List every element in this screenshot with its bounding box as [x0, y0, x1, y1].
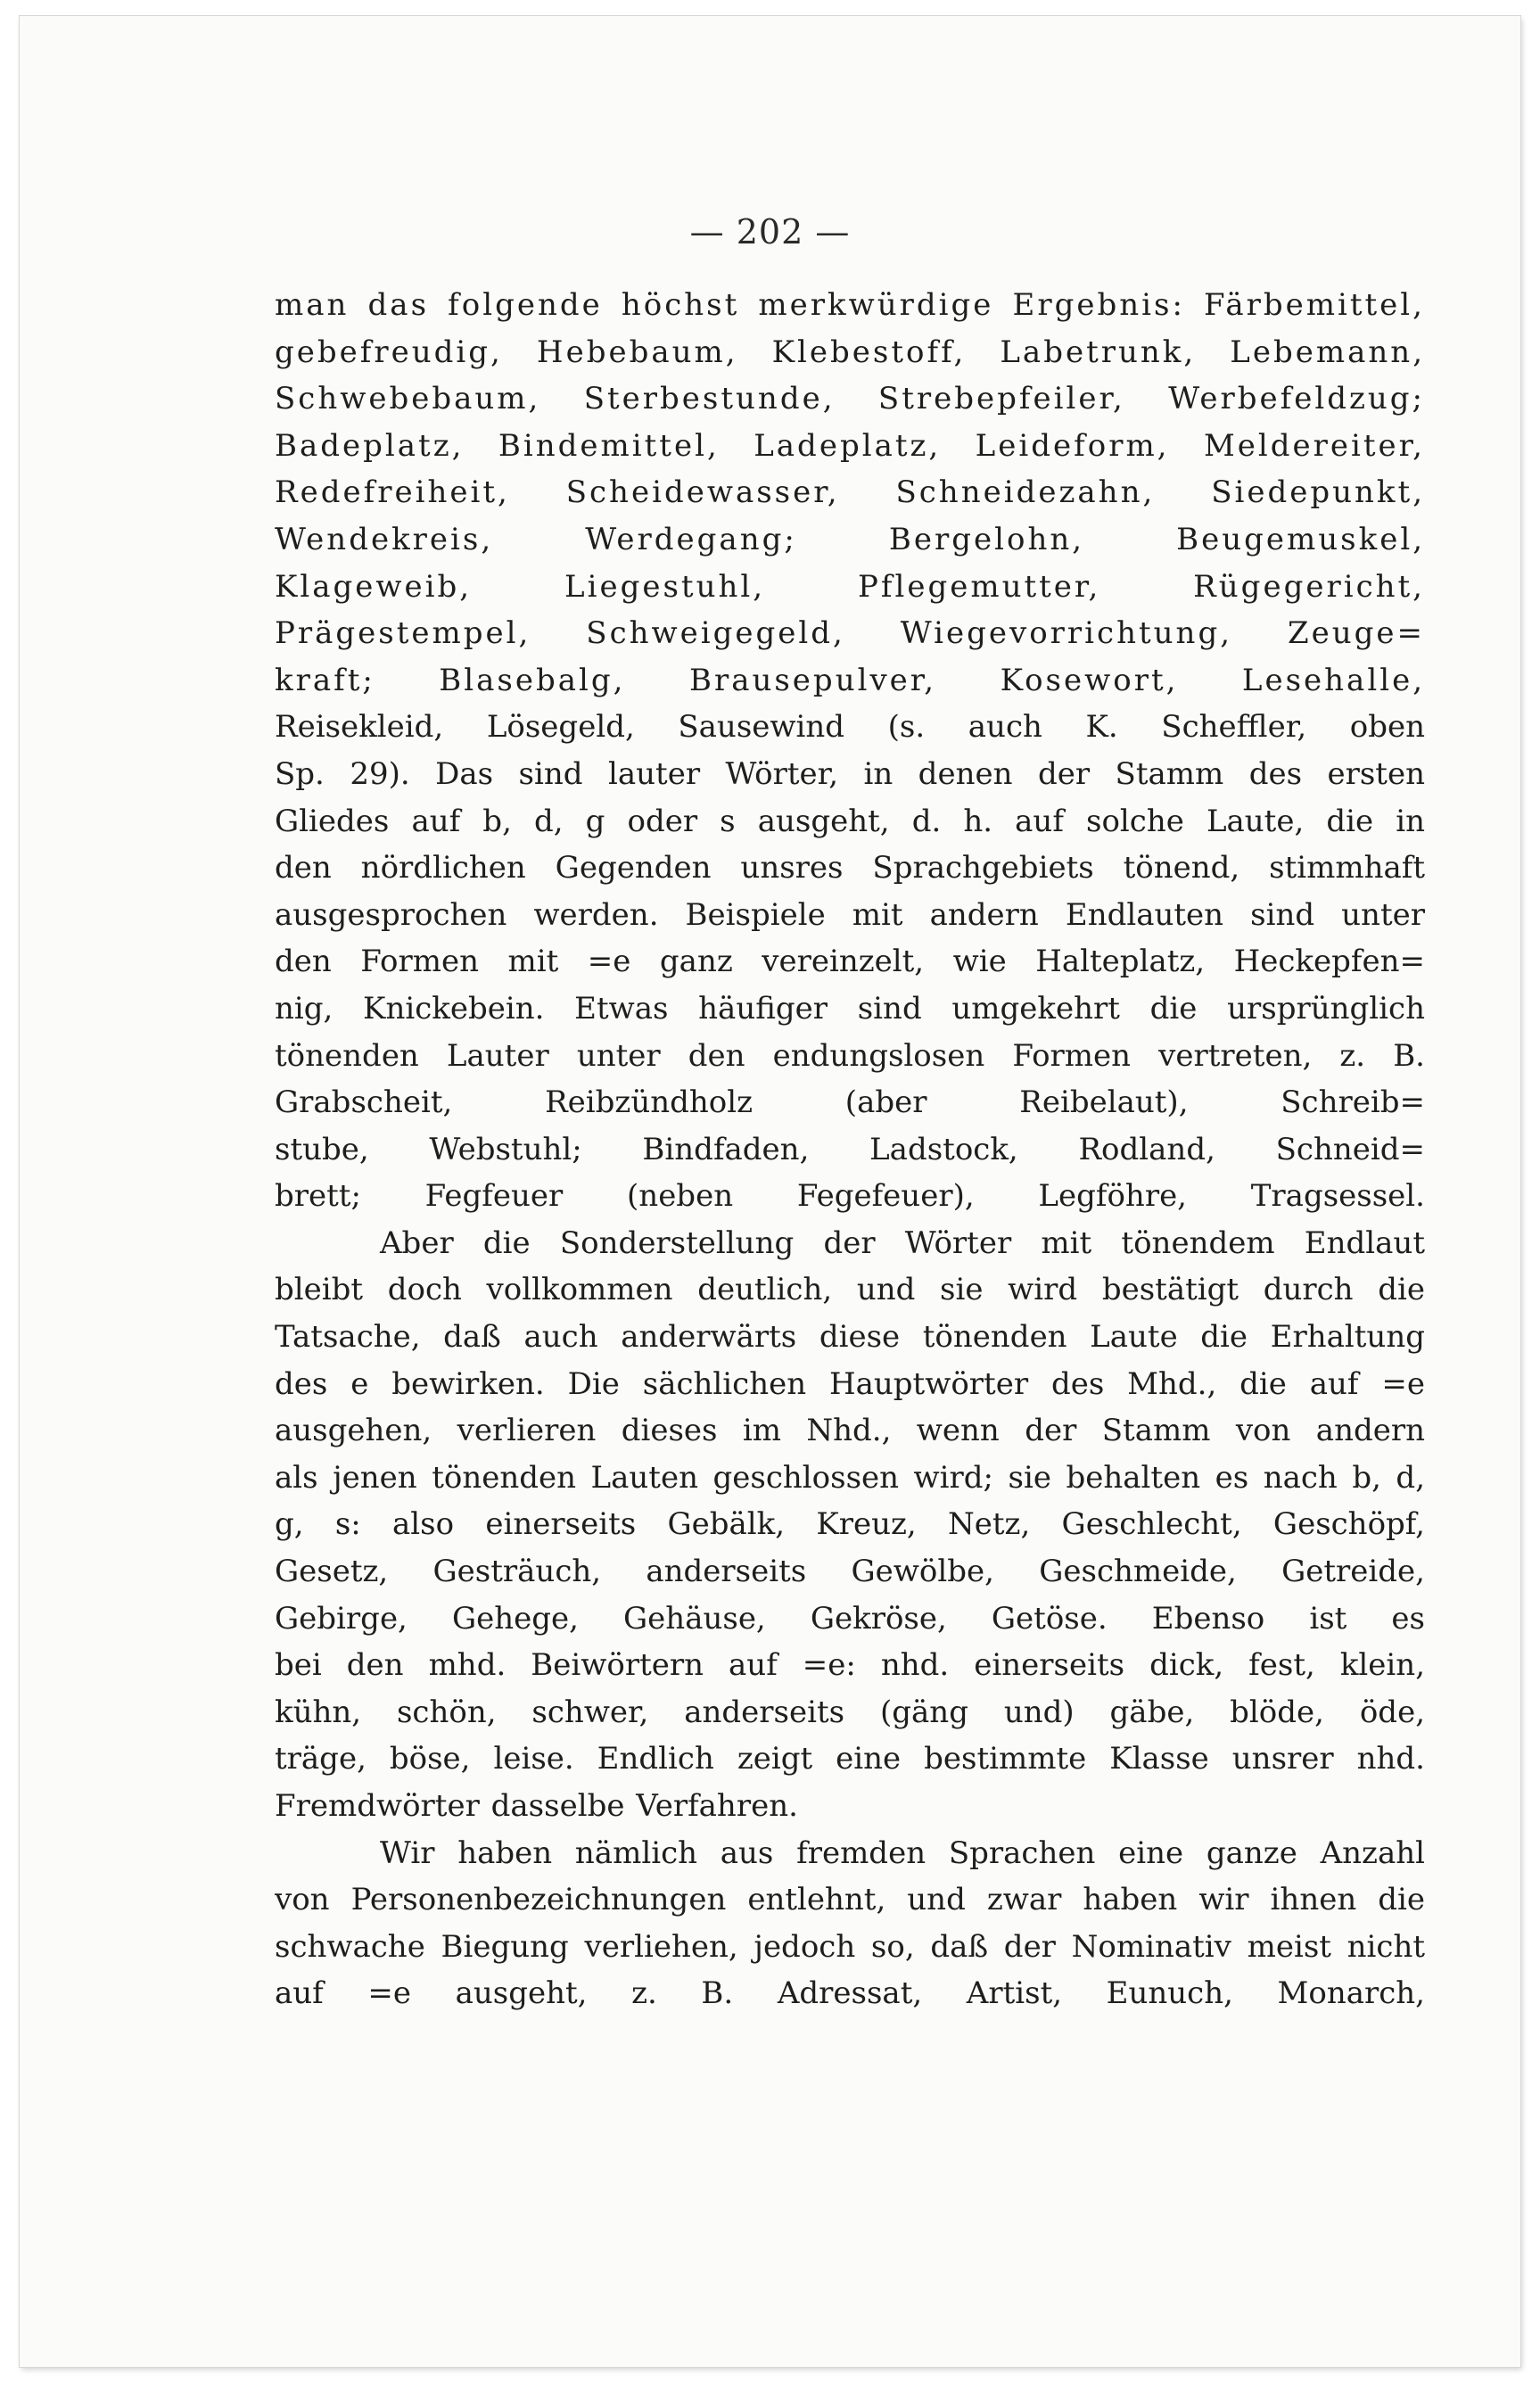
text-line: g, s: also einerseits Gebälk, Kreuz, Netz, Geschlecht, Geschöpf, — [275, 1506, 1425, 1543]
text-line: Tatsache, daß auch anderwärts diese tönenden Laute die Erhaltung — [275, 1319, 1425, 1356]
text-line: Grabscheit, Reibzündholz (aber Reibelaut), Schreib= — [275, 1084, 1425, 1121]
text-line: Reisekleid, Lösegeld, Sausewind (s. auch K. Scheffler, oben — [275, 709, 1425, 746]
text-line: ausgehen, verlieren dieses im Nhd., wenn der Stamm von andern — [275, 1413, 1425, 1449]
text-line: tönenden Lauter unter den endungslosen Formen vertreten, z. B. — [275, 1037, 1425, 1074]
text-line: des e bewirken. Die sächlichen Hauptwörter des Mhd., die auf =e — [275, 1365, 1425, 1402]
paragraph-3 — [275, 1830, 1425, 2017]
text-line: Gesetz, Gesträuch, anderseits Gewölbe, Geschmeide, Getreide, — [275, 1554, 1425, 1590]
text-line: Aber die Sonderstellung der Wörter mit tönendem Endlaut — [380, 1224, 1425, 1261]
text-line: Prägestempel, Schweigegeld, Wiegevorrichtung, Zeuge= — [275, 615, 1425, 652]
paragraph-1 — [275, 282, 1425, 1220]
text-line: Redefreiheit, Scheidewasser, Schneidezahn, Siedepunkt, — [275, 474, 1425, 511]
text-line: ausgesprochen werden. Beispiele mit andern Endlauten sind unter — [275, 896, 1425, 933]
paragraph-2 — [275, 1220, 1425, 1830]
text-line: brett; Fegfeuer (neben Fegefeuer), Legföhre, Tragsessel. — [275, 1178, 1425, 1215]
text-line: Fremdwörter dasselbe Verfahren. — [275, 1788, 798, 1824]
text-line: Wir haben nämlich aus fremden Sprachen eine ganze Anzahl — [380, 1835, 1425, 1871]
text-line: schwache Biegung verliehen, jedoch so, daß der Nominativ meist nicht — [275, 1928, 1425, 1965]
text-line: Sp. 29). Das sind lauter Wörter, in denen der Stamm des ersten — [275, 755, 1425, 792]
text-line: von Personenbezeichnungen entlehnt, und zwar haben wir ihnen die — [275, 1882, 1425, 1918]
text-line: nig, Knickebein. Etwas häufiger sind umgekehrt die ursprünglich — [275, 990, 1425, 1027]
text-line: Wendekreis, Werdegang; Bergelohn, Beugemuskel, — [275, 521, 1425, 557]
text-line: auf =e ausgeht, z. B. Adressat, Artist, Eunuch, Monarch, — [275, 1975, 1425, 2012]
text-line: Badeplatz, Bindemittel, Ladeplatz, Leideform, Meldereiter, — [275, 427, 1425, 464]
text-line: bleibt doch vollkommen deutlich, und sie wird bestätigt durch die — [275, 1272, 1425, 1308]
text-line: gebefreudig, Hebebaum, Klebestoff, Labetrunk, Lebemann, — [275, 334, 1425, 370]
text-line: den nördlichen Gegenden unsres Sprachgebiets tönend, stimmhaft — [275, 850, 1425, 886]
text-line: Gebirge, Gehege, Gehäuse, Gekröse, Getöse. Ebenso ist es — [275, 1600, 1425, 1637]
text-line: stube, Webstuhl; Bindfaden, Ladstock, Rodland, Schneid= — [275, 1131, 1425, 1167]
text-line: kraft; Blasebalg, Brausepulver, Kosewort, Lesehalle, — [275, 662, 1425, 698]
body-text — [275, 282, 1425, 2017]
text-line: Gliedes auf b, d, g oder s ausgeht, d. h. auf solche Laute, die in — [275, 803, 1425, 839]
text-line: Schwebebaum, Sterbestunde, Strebepfeiler, Werbefeldzug; — [275, 381, 1425, 417]
page-number: — 202 — — [689, 212, 851, 251]
text-line: bei den mhd. Beiwörtern auf =e: nhd. einerseits dick, fest, klein, — [275, 1647, 1425, 1684]
text-line: den Formen mit =e ganz vereinzelt, wie Halteplatz, Heckepfen= — [275, 944, 1425, 980]
text-line: als jenen tönenden Lauten geschlossen wird; sie behalten es nach b, d, — [275, 1459, 1425, 1496]
text-line: Klageweib, Liegestuhl, Pflegemutter, Rügegericht, — [275, 568, 1425, 605]
text-line: kühn, schön, schwer, anderseits (gäng und) gäbe, blöde, öde, — [275, 1694, 1425, 1730]
text-line: man das folgende höchst merkwürdige Ergebnis: Färbemittel, — [275, 287, 1425, 323]
text-line: träge, böse, leise. Endlich zeigt eine bestimmte Klasse unsrer nhd. — [275, 1741, 1425, 1777]
